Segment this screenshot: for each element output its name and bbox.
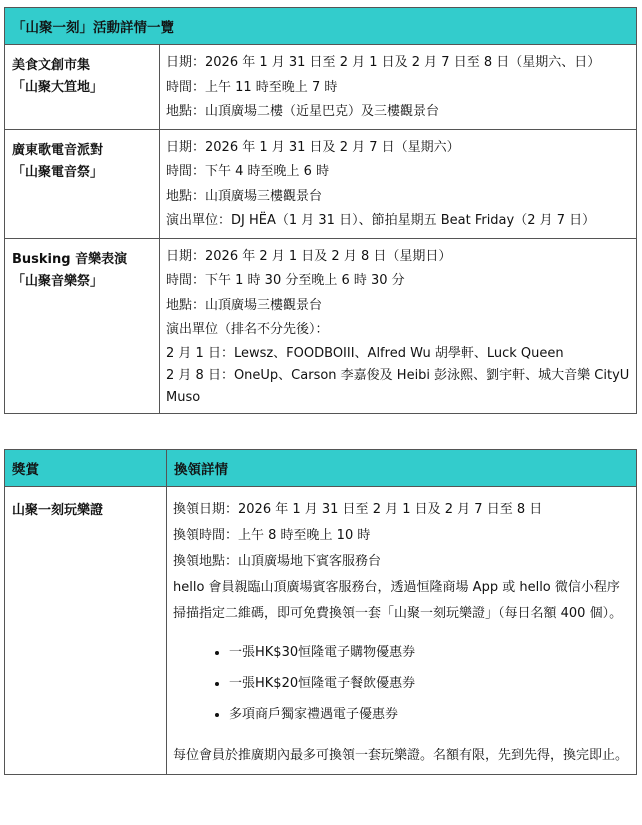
coupon-list [173, 637, 630, 730]
event-row-party [5, 129, 637, 238]
event-name-cell [5, 129, 160, 238]
prize-row [5, 487, 637, 775]
event-details-cell [160, 45, 637, 130]
events-title: 「山聚一刻」活動詳情一覽 [5, 8, 637, 45]
event-date: 日期：2026 年 1 月 31 日及 2 月 7 日（星期六） [166, 139, 460, 155]
redeem-location: 換領地點：山頂廣場地下賓客服務台 [173, 554, 382, 569]
event-time: 時間：下午 4 時至晚上 6 時 [166, 164, 330, 179]
coupon-item: • 一張HK$20恒隆電子餐飲優惠券 [229, 668, 630, 699]
event-name: 廣東歌電音派對 [12, 142, 104, 158]
event-name-cell [5, 45, 160, 130]
event-location: 地點：山頂廣場二樓（近星巴克）及三樓觀景台 [166, 104, 440, 119]
events-table [4, 7, 637, 414]
event-time: 時間：上午 11 時至晚上 7 時 [166, 79, 338, 95]
prize-name: 山聚一刻玩樂證 [5, 487, 167, 775]
event-performers: 演出單位：DJ HËA（1 月 31 日）、節拍星期五 Beat Friday（2 月 7 日） [166, 213, 596, 228]
event-details-cell [160, 129, 637, 238]
redeem-description: hello 會員親臨山頂廣場賓客服務台，透過恒隆商場 App 或 hello 微信小程序掃描指定二維碼，即可免費換領一套「山聚一刻玩樂證」（每日名額 400 個）。 [173, 580, 623, 621]
event-name-cell [5, 238, 160, 413]
event-row-busking [5, 238, 637, 413]
coupon-item: • 一張HK$30恒隆電子購物優惠券 [229, 637, 630, 668]
event-name: Busking 音樂表演 [12, 251, 128, 267]
redeem-date: 換領日期：2026 年 1 月 31 日至 2 月 1 日及 2 月 7 日至 8 日 [173, 502, 543, 517]
event-location: 地點：山頂廣場三樓觀景台 [166, 188, 323, 204]
event-row-market [5, 45, 637, 130]
event-subname: 「山聚音樂祭」 [12, 273, 104, 289]
redeem-time: 換領時間：上午 8 時至晚上 10 時 [173, 528, 371, 543]
prize-details-cell [167, 487, 637, 775]
events-header-row [5, 8, 637, 45]
event-details-cell [160, 238, 637, 413]
event-performers-day2: 2 月 8 日：OneUp、Carson 李嘉俊及 Heibi 彭泳熙、劉宇軒、城大音樂 CityU Muso [166, 367, 630, 405]
event-subname: 「山聚大笪地」 [12, 80, 104, 95]
prize-col-header: 獎賞 [5, 450, 167, 487]
event-date: 日期：2026 年 2 月 1 日及 2 月 8 日（星期日） [166, 248, 452, 264]
event-time: 時間：下午 1 時 30 分至晚上 6 時 30 分 [166, 273, 405, 288]
prize-table [4, 449, 637, 775]
event-date: 日期：2026 年 1 月 31 日至 2 月 1 日及 2 月 7 日至 8 日（星期六、日） [166, 55, 601, 70]
event-location: 地點：山頂廣場三樓觀景台 [166, 297, 323, 313]
event-performers-heading: 演出單位（排名不分先後）： [166, 322, 329, 337]
redeem-note: 每位會員於推廣期內最多可換領一套玩樂證。名額有限，先到先得，換完即止。 [173, 748, 629, 763]
event-name: 美食文創市集 [12, 58, 91, 73]
coupon-item: • 多項商戶獨家禮遇電子優惠券 [229, 699, 630, 730]
prize-header-row [5, 450, 637, 487]
details-col-header: 換領詳情 [167, 450, 637, 487]
event-performers-day1: 2 月 1 日：Lewsz、FOODBOIII、Alfred Wu 胡學軒、Luck Queen [166, 345, 564, 361]
event-subname: 「山聚電音祭」 [12, 164, 104, 180]
